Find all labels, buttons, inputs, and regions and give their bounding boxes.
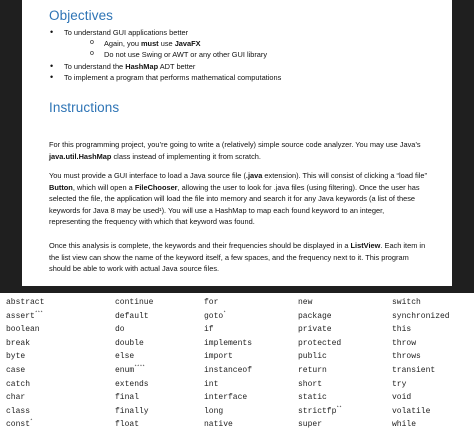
- keyword-cell: [298, 338, 341, 350]
- document-page: [22, 0, 452, 286]
- bold-text: must: [140, 39, 159, 49]
- keyword-text: default: [115, 311, 149, 321]
- text-run: To understand the: [64, 61, 126, 71]
- keyword-cell: [6, 365, 25, 377]
- bold-text: ListView: [350, 241, 381, 250]
- keyword-cell: [392, 351, 421, 363]
- keyword-cell: [115, 406, 149, 418]
- text-run: . Each item in the list view can show the name of the keyword itself, a few spaces, and the frequency next to it. This program should be able to work with actual Java source files.: [49, 241, 426, 274]
- keyword-footnote-mark: *: [30, 419, 33, 425]
- bold-text: JavaFX: [174, 39, 201, 49]
- keyword-text: boolean: [6, 325, 40, 335]
- keyword-text: final: [115, 393, 140, 403]
- bold-text: FileChooser: [134, 182, 178, 192]
- keyword-text: volatile: [392, 406, 431, 416]
- keyword-row: [0, 365, 474, 378]
- keyword-cell: [392, 297, 421, 309]
- keyword-text: else: [115, 352, 135, 362]
- instructions-paragraph: [49, 139, 427, 162]
- keyword-cell: [204, 311, 226, 323]
- keyword-cell: [298, 311, 332, 323]
- keyword-text: interface: [204, 393, 248, 403]
- text-run: Once this analysis is complete, the keywords and their frequencies should be displayed in a: [49, 241, 351, 250]
- keyword-cell: [6, 392, 25, 404]
- keyword-text: strictfp: [298, 406, 337, 416]
- keyword-text: const: [6, 420, 31, 430]
- keyword-text: synchronized: [392, 311, 450, 321]
- keyword-text: package: [298, 311, 332, 321]
- keyword-text: do: [115, 325, 125, 335]
- objective-subitem: [64, 38, 281, 49]
- keyword-cell: [115, 351, 134, 363]
- objectives-list: [64, 27, 281, 83]
- keyword-text: import: [204, 352, 233, 362]
- keyword-cell: [392, 419, 416, 431]
- text-run: class instead of implementing it from scratch.: [111, 151, 261, 161]
- text-run: ). You will use a HashMap to map each found keyword to an integer, representing the frequency with which that keyword was found.: [49, 205, 385, 227]
- objective-item: • To implement a program that performs mathematical computations: [64, 72, 281, 83]
- keyword-cell: [298, 351, 327, 363]
- keyword-text: for: [204, 298, 219, 307]
- keyword-text: break: [6, 338, 31, 348]
- keyword-text: float: [115, 420, 140, 430]
- keyword-cell: [392, 379, 406, 391]
- keyword-cell: [6, 379, 30, 391]
- keyword-text: return: [298, 366, 327, 375]
- keyword-cell: [115, 419, 139, 431]
- keyword-cell: [392, 324, 411, 336]
- keyword-cell: [204, 351, 233, 363]
- keyword-text: transient: [392, 366, 436, 375]
- keyword-cell: [204, 392, 247, 404]
- instructions-paragraph: [49, 240, 427, 275]
- keyword-row: [0, 338, 474, 351]
- keyword-footnote-mark: *: [223, 310, 226, 316]
- keyword-cell: [115, 379, 149, 391]
- keyword-cell: [204, 365, 252, 377]
- instructions-heading: Instructions: [49, 100, 120, 115]
- keyword-cell: [6, 351, 25, 363]
- keyword-row: [0, 392, 474, 405]
- text-run: For this programming project, you’re going to write a (relatively) simple source code analyzer. You may use Java’s: [49, 140, 421, 149]
- keyword-text: double: [115, 338, 144, 348]
- keyword-row: [0, 311, 474, 324]
- keyword-cell: [6, 419, 33, 431]
- keyword-text: class: [6, 406, 31, 416]
- keyword-text: continue: [115, 298, 154, 307]
- keyword-text: this: [392, 325, 412, 335]
- text-run: , which will open a: [72, 182, 135, 192]
- keyword-text: new: [298, 298, 313, 307]
- keyword-text: case: [6, 366, 26, 375]
- keyword-text: try: [392, 379, 407, 389]
- keyword-text: while: [392, 420, 417, 430]
- keyword-row: [0, 406, 474, 419]
- keyword-cell: [204, 419, 233, 431]
- objective-item: • To understand GUI applications better: [64, 27, 281, 38]
- text-run: ADT better: [158, 61, 196, 71]
- keyword-text: char: [6, 393, 26, 403]
- keyword-text: if: [204, 325, 214, 335]
- keyword-cell: [298, 406, 342, 418]
- keyword-cell: [392, 338, 416, 350]
- keyword-cell: [204, 324, 214, 336]
- keyword-cell: [298, 379, 322, 391]
- keyword-cell: [204, 297, 218, 309]
- bold-text: java.util.HashMap: [49, 151, 112, 161]
- keyword-cell: [115, 338, 144, 350]
- text-run: ¹: [159, 205, 162, 215]
- keyword-cell: [298, 365, 327, 377]
- keyword-text: int: [204, 379, 219, 389]
- keyword-text: catch: [6, 379, 31, 389]
- keyword-text: finally: [115, 406, 149, 416]
- keyword-text: byte: [6, 352, 26, 362]
- keyword-row: [0, 379, 474, 392]
- keyword-row: [0, 351, 474, 364]
- keyword-cell: [392, 392, 411, 404]
- keyword-cell: [115, 297, 153, 309]
- instructions-paragraph: [49, 170, 427, 228]
- keyword-text: void: [392, 393, 412, 403]
- keyword-text: abstract: [6, 298, 45, 307]
- keyword-text: extends: [115, 379, 149, 389]
- text-run: extension). This will consist of clicking a “load file”: [262, 171, 427, 180]
- keyword-text: enum: [115, 366, 135, 375]
- text-run: , allowing the user to look for .java files (using filtering). Once the user has selected the file, the application will load the file into memory and search it for any Java keywords (a list of these keywords for Java 8 may be used: [49, 182, 420, 215]
- text-run: You must provide a GUI interface to load a Java source file (: [49, 171, 246, 180]
- keyword-text: switch: [392, 298, 421, 307]
- keyword-cell: [115, 365, 145, 377]
- keyword-text: assert: [6, 311, 35, 321]
- keyword-cell: [6, 297, 44, 309]
- bold-text: .java: [245, 171, 263, 180]
- text-run: Again, you: [104, 39, 141, 49]
- keyword-cell: [6, 338, 30, 350]
- keyword-text: static: [298, 393, 327, 403]
- objective-item: [64, 61, 281, 72]
- keyword-text: super: [298, 420, 323, 430]
- keyword-cell: [115, 311, 149, 323]
- text-run: use: [158, 39, 175, 49]
- keyword-cell: [392, 406, 430, 418]
- keyword-cell: [204, 406, 223, 418]
- bold-text: HashMap: [125, 61, 159, 71]
- keyword-text: throw: [392, 338, 417, 348]
- keyword-footnote-mark: ***: [34, 310, 43, 316]
- keyword-cell: [6, 324, 40, 336]
- keyword-text: goto: [204, 311, 224, 321]
- keyword-text: native: [204, 420, 233, 430]
- objectives-heading: Objectives: [49, 8, 114, 23]
- keyword-cell: [298, 297, 312, 309]
- objective-subitem: o Do not use Swing or AWT or any other GUI library: [64, 49, 281, 60]
- keyword-text: instanceof: [204, 366, 253, 375]
- keyword-text: long: [204, 406, 224, 416]
- keyword-text: public: [298, 352, 327, 362]
- keyword-cell: [204, 379, 218, 391]
- keyword-footnote-mark: ****: [134, 365, 146, 370]
- keyword-row: [0, 297, 474, 310]
- keywords-table: [0, 293, 474, 440]
- keyword-text: protected: [298, 338, 342, 348]
- keyword-cell: [298, 419, 322, 431]
- keyword-text: private: [298, 325, 332, 335]
- keyword-cell: [115, 392, 139, 404]
- bold-text: Button: [49, 182, 73, 192]
- keyword-row: [0, 324, 474, 337]
- keyword-text: implements: [204, 338, 253, 348]
- keyword-cell: [392, 311, 450, 323]
- keyword-text: short: [298, 379, 323, 389]
- keyword-cell: [392, 365, 435, 377]
- keyword-cell: [298, 392, 327, 404]
- keyword-row: [0, 419, 474, 432]
- keyword-text: throws: [392, 352, 421, 362]
- keyword-cell: [6, 406, 30, 418]
- keyword-cell: [6, 311, 43, 323]
- keyword-cell: [298, 324, 332, 336]
- keyword-cell: [115, 324, 125, 336]
- keyword-cell: [204, 338, 252, 350]
- keyword-footnote-mark: **: [336, 405, 342, 411]
